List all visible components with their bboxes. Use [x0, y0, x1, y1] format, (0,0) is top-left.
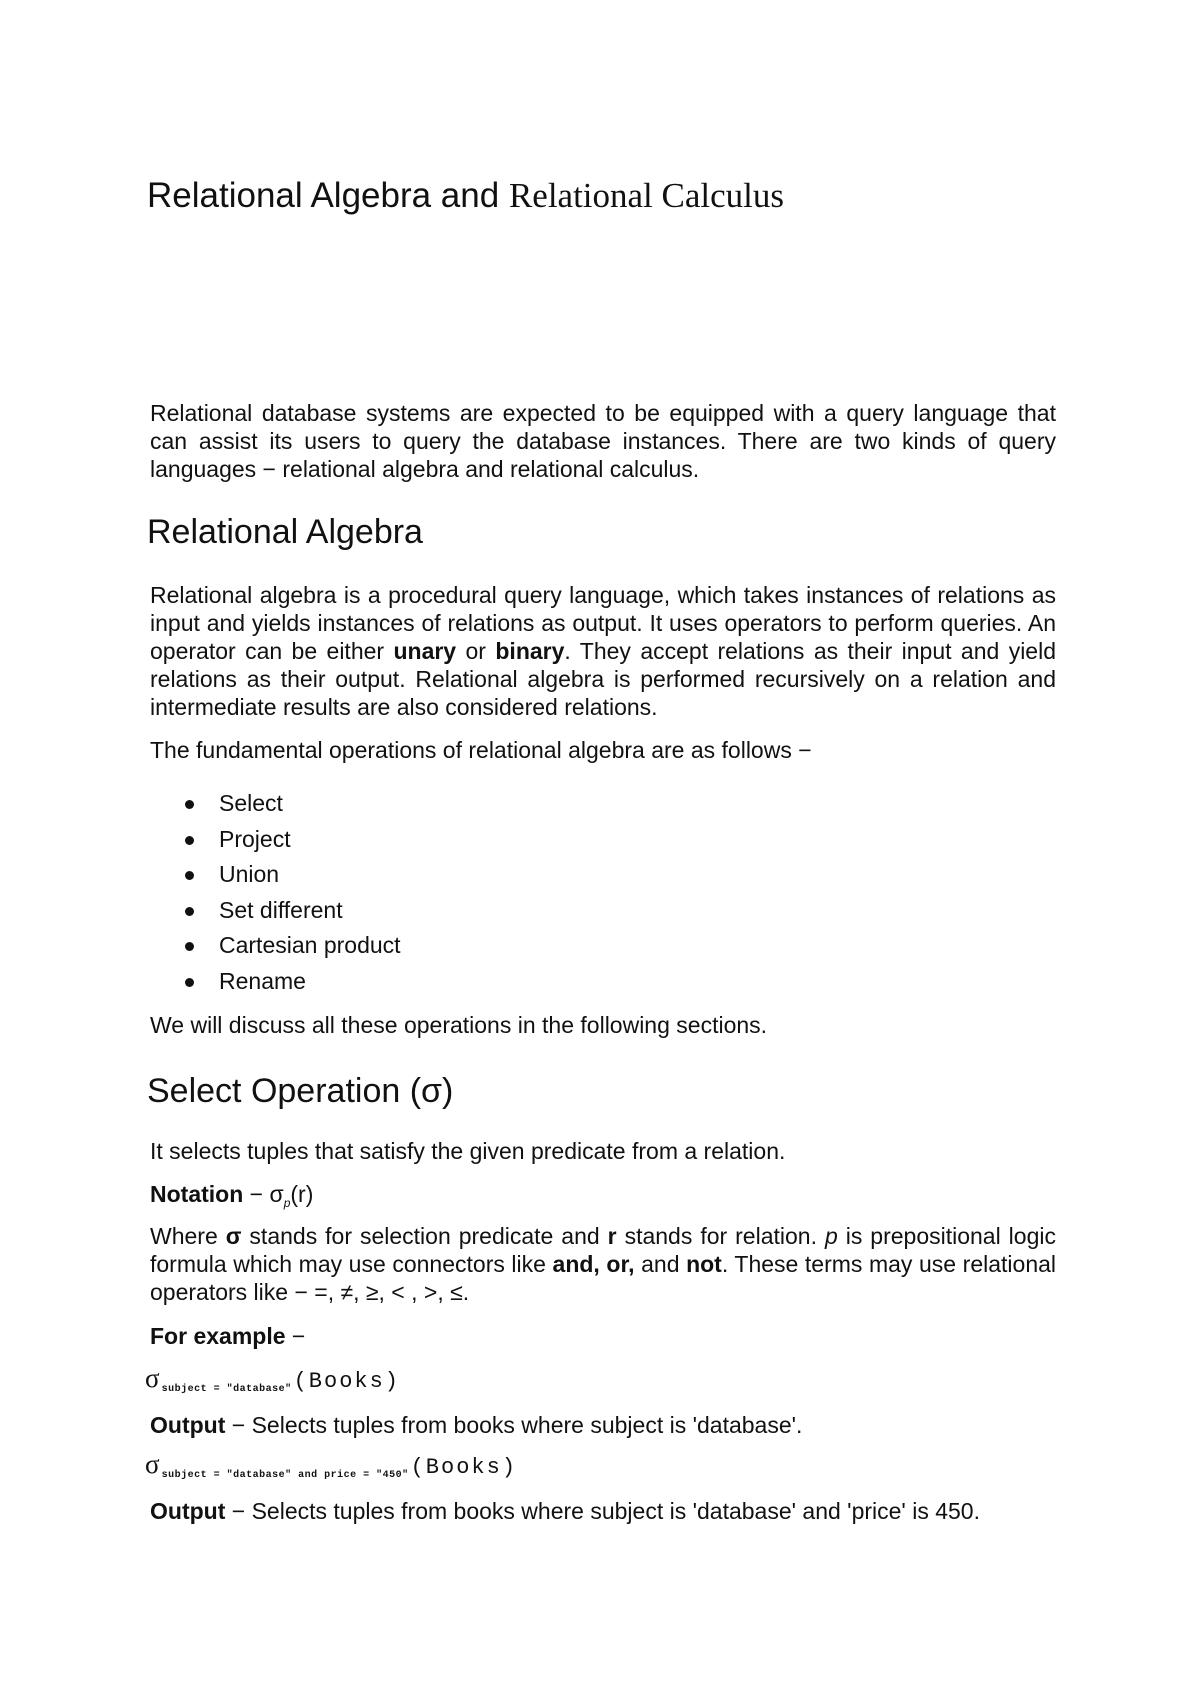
notation-tail: (r)	[290, 1181, 314, 1207]
term-sigma: σ	[225, 1223, 242, 1249]
bullet-icon	[185, 978, 194, 987]
output-2	[150, 1497, 980, 1525]
term-r: r	[607, 1223, 617, 1249]
formula-2	[145, 1448, 517, 1492]
bullet-icon	[185, 871, 194, 880]
notation-line	[150, 1180, 313, 1217]
output-2-text: − Selects tuples from books where subject is 'database' and 'price' is 450.	[225, 1498, 980, 1524]
list-item: Select	[150, 786, 750, 822]
bullet-icon	[185, 942, 194, 951]
algebra-text-a: Relational algebra is a procedural query language, which takes instances of relations as input and yields instances of relations as output. It uses operators to perform queries. An operator can be either	[150, 582, 1056, 664]
list-item: Rename	[150, 964, 750, 1000]
bullet-icon	[185, 836, 194, 845]
formula-1-predicate: subject = "database"	[161, 1384, 292, 1395]
formula-2-predicate: subject = "database" and price = "450"	[161, 1470, 409, 1481]
algebra-paragraph	[150, 581, 1056, 721]
notation-label: Notation	[150, 1181, 244, 1207]
operations-intro: The fundamental operations of relational algebra are as follows −	[150, 737, 812, 763]
page-title	[147, 174, 784, 218]
select-description: It selects tuples that satisfy the given predicate from a relation.	[150, 1138, 786, 1164]
term-or: or,	[606, 1251, 635, 1277]
output-1-text: − Selects tuples from books where subject is 'database'.	[225, 1412, 803, 1438]
title-part-sans: Relational Algebra and	[147, 176, 509, 215]
example-label-line: For example −	[150, 1323, 306, 1349]
title-part-serif: Relational Calculus	[508, 176, 785, 215]
term-p: p	[824, 1223, 838, 1249]
output-label: Output	[150, 1412, 226, 1438]
term-unary: unary	[393, 638, 457, 664]
heading-select-operation: Select Operation (σ)	[147, 1072, 454, 1110]
output-1	[150, 1411, 802, 1439]
operations-list	[150, 786, 750, 1000]
algebra-text-b: . They accept relations as their input and yield relations as their output. Relational algebra is performed recursively on a relation and intermediate results are also considered relations.	[150, 638, 1056, 720]
intro-paragraph: Relational database systems are expected to be equipped with a query language that can assist its users to query the database instances. There are two kinds of query languages − relational algebra and relational calculus.	[150, 400, 1056, 482]
example-label: For example	[150, 1323, 286, 1349]
list-item: Cartesian product	[150, 928, 750, 964]
formula-1-relation: (Books)	[293, 1369, 401, 1394]
term-and: and,	[552, 1251, 600, 1277]
list-item: Project	[150, 822, 750, 858]
where-paragraph: Where σ stands for selection predicate and r stands for relation. p is prepositional logic formula which may use connectors like and, or, and not. These terms may use relational operators like − =, ≠, ≥, < , >, ≤.	[150, 1223, 1057, 1305]
discussion-note: We will discuss all these operations in the following sections.	[150, 1012, 768, 1038]
term-binary: binary	[495, 638, 565, 664]
formula-1	[145, 1362, 400, 1406]
output-label: Output	[150, 1498, 226, 1524]
sigma-symbol: σ	[145, 1449, 160, 1479]
algebra-text-or: or	[456, 638, 496, 664]
sigma-symbol: σ	[145, 1363, 160, 1393]
heading-relational-algebra: Relational Algebra	[147, 513, 423, 551]
formula-2-relation: (Books)	[410, 1455, 518, 1480]
list-item: Set different	[150, 893, 750, 929]
term-not: not	[686, 1251, 722, 1277]
bullet-icon	[185, 907, 194, 916]
list-item: Union	[150, 857, 750, 893]
bullet-icon	[185, 800, 194, 809]
notation-sigma: − σ	[243, 1181, 284, 1207]
notation-subscript: p	[283, 1196, 291, 1210]
